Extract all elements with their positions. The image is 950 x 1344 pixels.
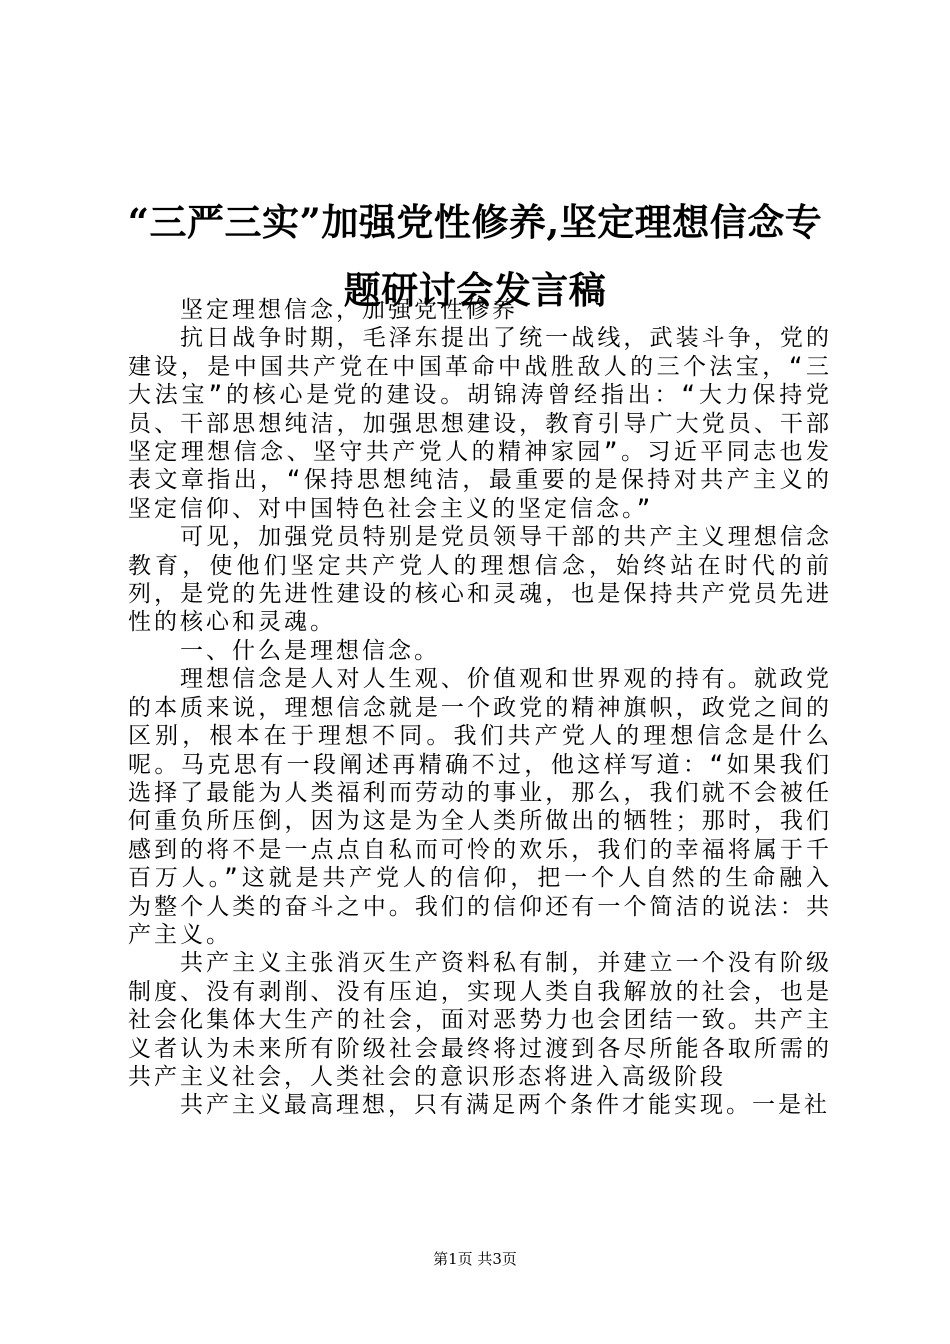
title-line-2: 题研讨会发言稿 <box>343 268 607 312</box>
document-body <box>128 296 832 1120</box>
paragraph: 理想信念是人对人生观、价值观和世界观的持有。就政党的本质来说，理想信念就是一个政党的精神旗帜，政党之间的区别，根本在于理想不同。我们共产党人的理想信念是什么呢。马克思有一段阐述再精确不过，他这样写道：“如果我们选择了最能为人类福利而劳动的事业，那么，我们就不会被任何重负所压倒，因为这是为全人类所做出的牺牲；那时，我们感到的将不是一点点自私而可怜的欢乐，我们的幸福将属于千百万人。”这就是共产党人的信仰，把一个人自然的生命融入为整个人类的奋斗之中。我们的信仰还有一个简洁的说法：共产主义。 <box>128 666 832 948</box>
paragraph: 共产主义主张消灭生产资料私有制，并建立一个没有阶级制度、没有剥削、没有压迫，实现人类自我解放的社会，也是社会化集体大生产的社会，面对恶势力也会团结一致。共产主义者认为未来所有阶级社会最终将过渡到各尽所能各取所需的共产主义社会，人类社会的意识形态将进入高级阶段 <box>128 950 832 1090</box>
section-heading: 一、什么是理想信念。 <box>180 637 440 664</box>
title-line-1: “三严三实”加强党性修养,坚定理想信念专 <box>127 200 823 244</box>
paragraph-subtitle: 坚定理想信念，加强党性修养 <box>180 297 518 323</box>
paragraph: 可见，加强党员特别是党员领导干部的共产主义理想信念教育，使他们坚定共产党人的理想信念，始终站在时代的前列，是党的先进性建设的核心和灵魂，也是保持共产党员先进性的核心和灵魂。 <box>128 524 832 636</box>
paragraph: 共产主义最高理想，只有满足两个条件才能实现。一是社 <box>180 1092 830 1119</box>
page-number-footer: 第1页 共3页 <box>433 1250 517 1268</box>
paragraph: 抗日战争时期，毛泽东提出了统一战线，武装斗争，党的建设，是中国共产党在中国革命中战胜敌人的三个法宝，“三大法宝”的核心是党的建设。胡锦涛曾经指出：“大力保持党员、干部思想纯洁，加强思想建设，教育引导广大党员、干部坚定理想信念、坚守共产党人的精神家园”。习近平同志也发表文章指出，“保持思想纯洁，最重要的是保持对共产主义的坚定信仰、对中国特色社会主义的坚定信念。” <box>128 325 832 522</box>
